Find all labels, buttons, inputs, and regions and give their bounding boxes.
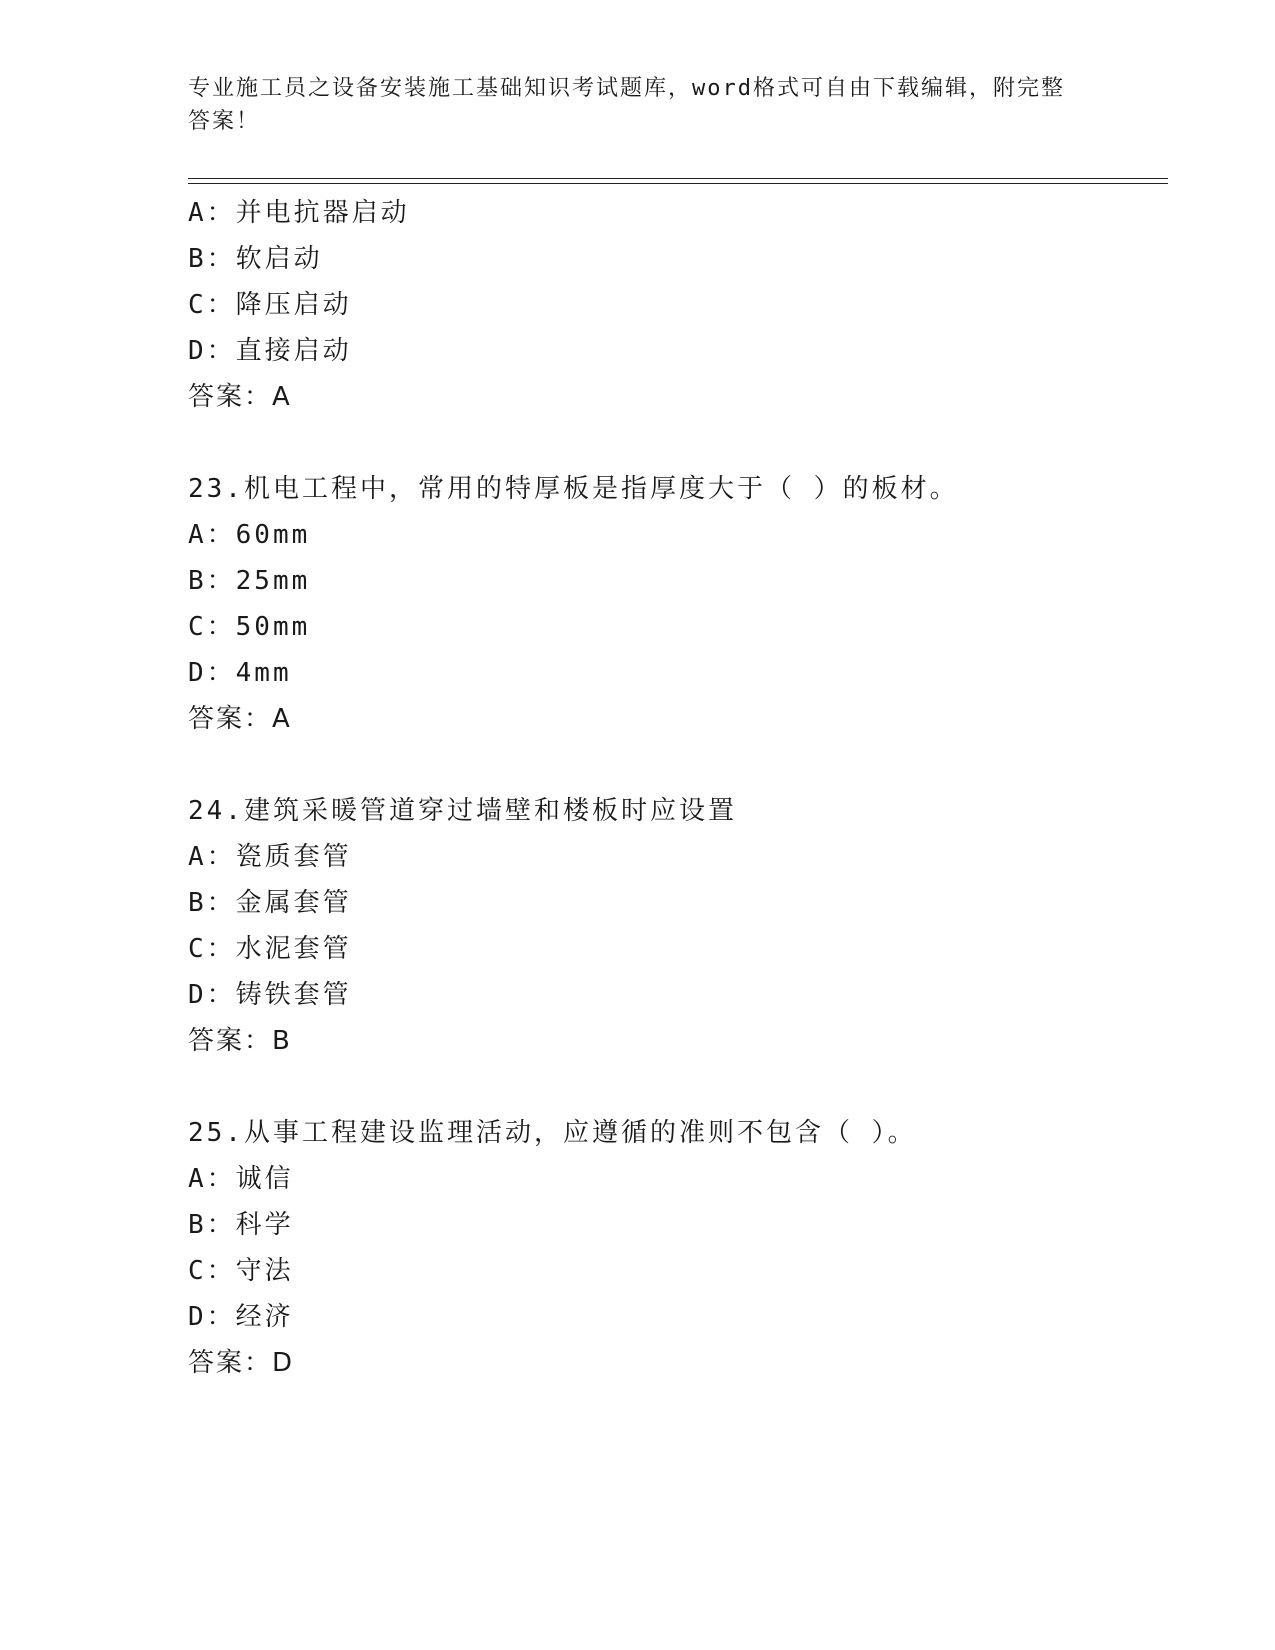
answer-line: 答案：D bbox=[188, 1348, 295, 1378]
option-a: A：瓷质套管 bbox=[188, 842, 352, 872]
spacer bbox=[188, 1064, 1168, 1110]
question-list bbox=[188, 190, 1168, 1386]
question-text: 25.从事工程建设监理活动，应遵循的准则不包含（ ）。 bbox=[188, 1118, 917, 1148]
header-divider-top bbox=[188, 178, 1168, 179]
answer-line: 答案：A bbox=[188, 704, 292, 734]
option-d: D：经济 bbox=[188, 1302, 294, 1332]
question-block bbox=[188, 1110, 1168, 1386]
option-d: D：直接启动 bbox=[188, 336, 352, 366]
answer-line: 答案：A bbox=[188, 382, 292, 412]
header-divider-bottom bbox=[188, 183, 1168, 184]
option-d: D：4mm bbox=[188, 658, 292, 688]
option-d: D：铸铁套管 bbox=[188, 980, 352, 1010]
question-text: 24.建筑采暖管道穿过墙壁和楼板时应设置 bbox=[188, 796, 737, 826]
option-c: C：守法 bbox=[188, 1256, 294, 1286]
option-c: C：50mm bbox=[188, 612, 311, 642]
option-b: B：25mm bbox=[188, 566, 311, 596]
question-text: 23.机电工程中，常用的特厚板是指厚度大于（ ）的板材。 bbox=[188, 474, 959, 504]
spacer bbox=[188, 420, 1168, 466]
option-a: A：60mm bbox=[188, 520, 311, 550]
document-header: 专业施工员之设备安装施工基础知识考试题库，word格式可自由下载编辑，附完整答案！ bbox=[188, 76, 1065, 134]
question-block bbox=[188, 190, 1168, 420]
question-block bbox=[188, 788, 1168, 1064]
option-a: A：并电抗器启动 bbox=[188, 198, 410, 228]
option-a: A：诚信 bbox=[188, 1164, 294, 1194]
option-b: B：科学 bbox=[188, 1210, 294, 1240]
option-c: C：降压启动 bbox=[188, 290, 352, 320]
option-c: C：水泥套管 bbox=[188, 934, 352, 964]
answer-line: 答案：B bbox=[188, 1026, 292, 1056]
option-b: B：金属套管 bbox=[188, 888, 352, 918]
spacer bbox=[188, 742, 1168, 788]
question-block bbox=[188, 466, 1168, 742]
option-b: B：软启动 bbox=[188, 244, 323, 274]
